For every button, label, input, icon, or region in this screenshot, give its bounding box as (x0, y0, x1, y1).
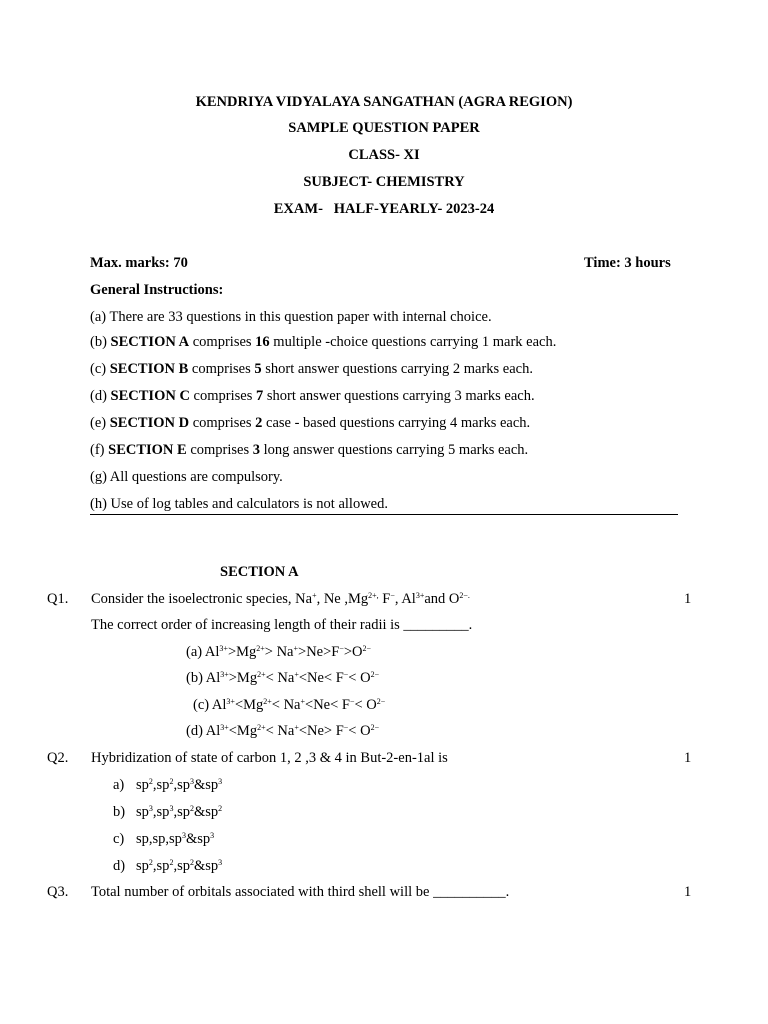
q1-option-d: (d) $Al^{3+}<Mg^{2+}< Na^+<Ne> F^-< O^{2-}$ (186, 723, 380, 739)
q1-stem: Consider the isoelectronic species, Na+, Ne $,Mg^{2+,}$ F−, $Al^{3+}and$ $O^{2-.}$ (91, 591, 470, 607)
q2-option-b: $sp^3,sp^3,sp^2\&sp^2$ (136, 804, 223, 820)
q2-option-d: $sp^2,sp^2,sp^2\&sp^3$ (136, 858, 223, 874)
instruction-d: (d) SECTION C comprises 7 short answer questions carrying 3 marks each. (90, 388, 535, 404)
q2-number: Q2. (47, 750, 69, 766)
instruction-h: (h) Use of log tables and calculators is not allowed. (90, 496, 388, 512)
exam-label: EXAM- HALF-YEARLY- 2023-24 (273, 201, 495, 217)
q2-option-c: $sp,sp,sp^3\&sp^3$ (136, 831, 215, 847)
instruction-c: (c) SECTION B comprises 5 short answer questions carrying 2 marks each. (90, 361, 533, 377)
instruction-e: (e) SECTION D comprises 2 case - based questions carrying 4 marks each. (90, 415, 531, 431)
q2-stem: Hybridization of state of carbon 1, 2 ,3 & 4 in But-2-en-1al is (91, 750, 448, 766)
q2-option-a: $sp^2,sp^2,sp^3\&sp^3$ (136, 777, 223, 793)
school-name: KENDRIYA VIDYALAYA SANGATHAN (AGRA REGION) (195, 94, 573, 110)
q1-marks: 1 (684, 591, 692, 607)
q1-option-c: (c) $Al^{3+}<Mg^{2+}< Na^+<Ne< F^-< O^{2-}$ (193, 697, 386, 713)
q2-marks: 1 (684, 750, 692, 766)
class-label: CLASS- XI (348, 147, 420, 163)
q2-option-b-label: b) (113, 804, 126, 820)
instruction-b: (b) SECTION A comprises 16 multiple -choice questions carrying 1 mark each. (90, 334, 557, 350)
max-marks: Max. marks: 70 (90, 255, 188, 271)
instruction-a: (a) There are 33 questions in this question paper with internal choice. (90, 309, 492, 325)
subject-label: SUBJECT- CHEMISTRY (303, 174, 465, 190)
q1-option-b: (b) $Al^{3+}>Mg^{2+}< Na^+<Ne< F^-< O^{2-}$ (186, 670, 380, 686)
paper-title: SAMPLE QUESTION PAPER (288, 120, 480, 136)
q3-marks: 1 (684, 884, 692, 900)
q2-option-a-label: a) (113, 777, 125, 793)
q2-option-c-label: c) (113, 831, 125, 847)
q3-stem: Total number of orbitals associated with third shell will be __________. (91, 884, 510, 900)
instruction-f: (f) SECTION E comprises 3 long answer questions carrying 5 marks each. (90, 442, 529, 458)
q3-number: Q3. (47, 884, 69, 900)
instruction-g: (g) All questions are compulsory. (90, 469, 283, 485)
q2-option-d-label: d) (113, 858, 126, 874)
time-allowed: Time: 3 hours (584, 255, 671, 271)
q1-prompt: The correct order of increasing length of their radii is _________. (91, 617, 473, 633)
section-a-title: SECTION A (220, 564, 299, 580)
instructions-title: General Instructions: (90, 282, 224, 298)
q1-number: Q1. (47, 591, 69, 607)
q1-option-a: (a) $Al^{3+}>Mg^{2+}> Na^+>Ne>F^->O^{2-}$ (186, 644, 372, 660)
divider-line (90, 514, 678, 515)
